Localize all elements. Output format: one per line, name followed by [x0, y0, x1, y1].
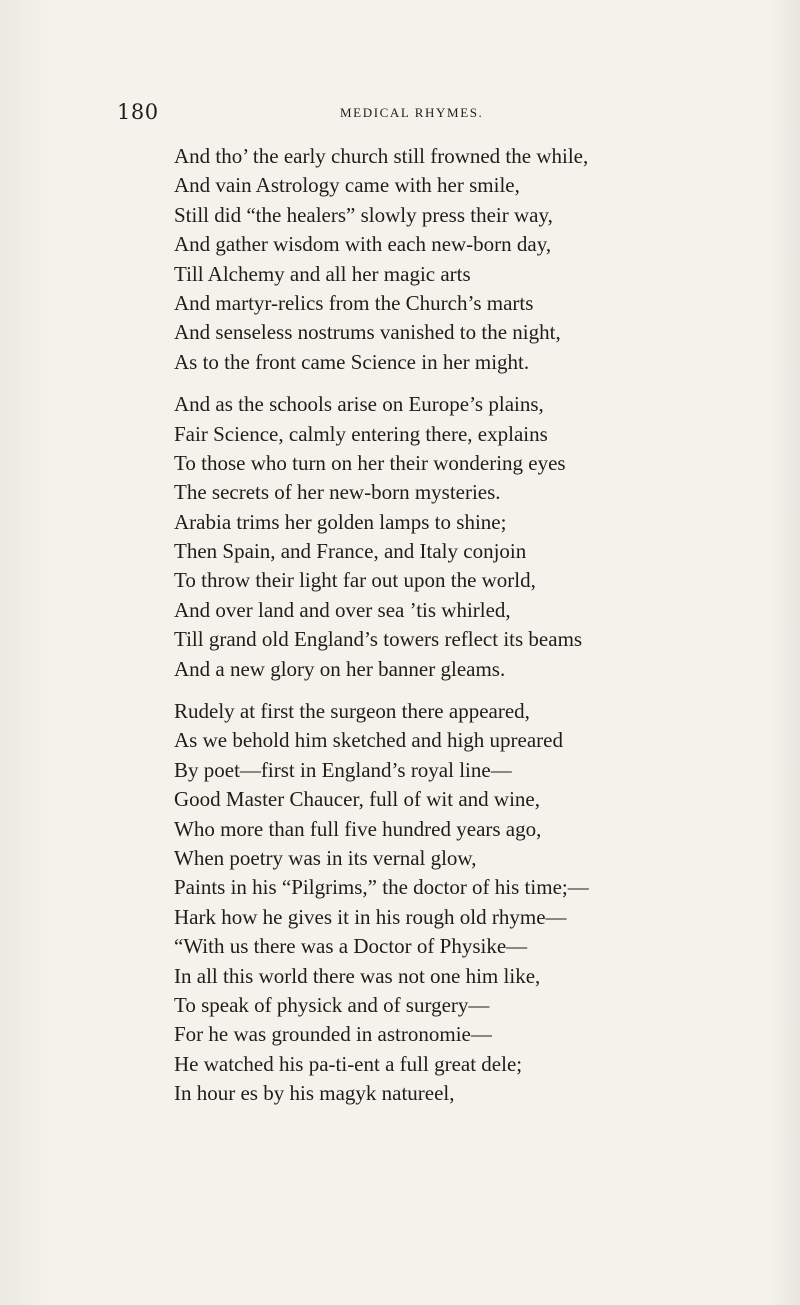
poem-line: And tho’ the early church still frowned the while,: [174, 144, 589, 168]
page-header: [0, 100, 800, 130]
poem-line: To speak of physick and of surgery—: [174, 992, 490, 1017]
poem-body: [174, 142, 774, 1109]
poem-line: And a new glory on her banner gleams.: [174, 656, 506, 681]
poem-line: “With us there was a Doctor of Physike—: [174, 934, 528, 959]
poem-line: And over land and over sea ’tis whirled,: [174, 597, 511, 622]
poem-line: The secrets of her new-born mysteries.: [174, 480, 501, 505]
poem-line: To throw their light far out upon the world,: [174, 568, 536, 593]
poem-line: Till Alchemy and all her magic arts: [174, 261, 471, 286]
poem-line: And senseless nostrums vanished to the night,: [174, 320, 561, 345]
poem-line: Good Master Chaucer, full of wit and wine,: [174, 787, 540, 812]
running-title: MEDICAL RHYMES.: [340, 105, 484, 120]
poem-line: Till grand old England’s towers reflect its beams: [174, 627, 583, 652]
stanza-3: [174, 697, 774, 1108]
poem-line: As to the front came Science in her might.: [174, 349, 530, 374]
poem-line: And gather wisdom with each new-born day,: [174, 232, 552, 257]
poem-line: Still did “the healers” slowly press their way,: [174, 202, 553, 227]
poem-line: When poetry was in its vernal glow,: [174, 845, 477, 870]
poem-line: Arabia trims her golden lamps to shine;: [174, 509, 507, 534]
stanza-2: [174, 390, 774, 684]
poem-line: To those who turn on her their wondering eyes: [174, 450, 566, 475]
poem-line: Who more than full five hundred years ago,: [174, 816, 542, 841]
poem-line: By poet—first in England’s royal line—: [174, 757, 512, 782]
poem-line: For he was grounded in astronomie—: [174, 1022, 492, 1047]
poem-line: Then Spain, and France, and Italy conjoin: [174, 539, 527, 564]
poem-line: And as the schools arise on Europe’s plains,: [174, 392, 544, 417]
poem-line: In hour es by his magyk natureel,: [174, 1081, 455, 1106]
poem-line: And vain Astrology came with her smile,: [174, 173, 520, 198]
poem-line: Paints in his “Pilgrims,” the doctor of his time;—: [174, 875, 589, 900]
stanza-1: [174, 142, 774, 377]
poem-line: As we behold him sketched and high upreared: [174, 728, 563, 753]
page-number: 180: [117, 100, 159, 124]
poem-line: Fair Science, calmly entering there, explains: [174, 421, 548, 446]
poem-line: Rudely at first the surgeon there appeared,: [174, 699, 530, 724]
poem-line: Hark how he gives it in his rough old rhyme—: [174, 904, 567, 929]
poem-line: And martyr-relics from the Church’s marts: [174, 290, 534, 315]
poem-line: In all this world there was not one him like,: [174, 963, 541, 988]
poem-line: He watched his pa-ti-ent a full great dele;: [174, 1051, 523, 1076]
